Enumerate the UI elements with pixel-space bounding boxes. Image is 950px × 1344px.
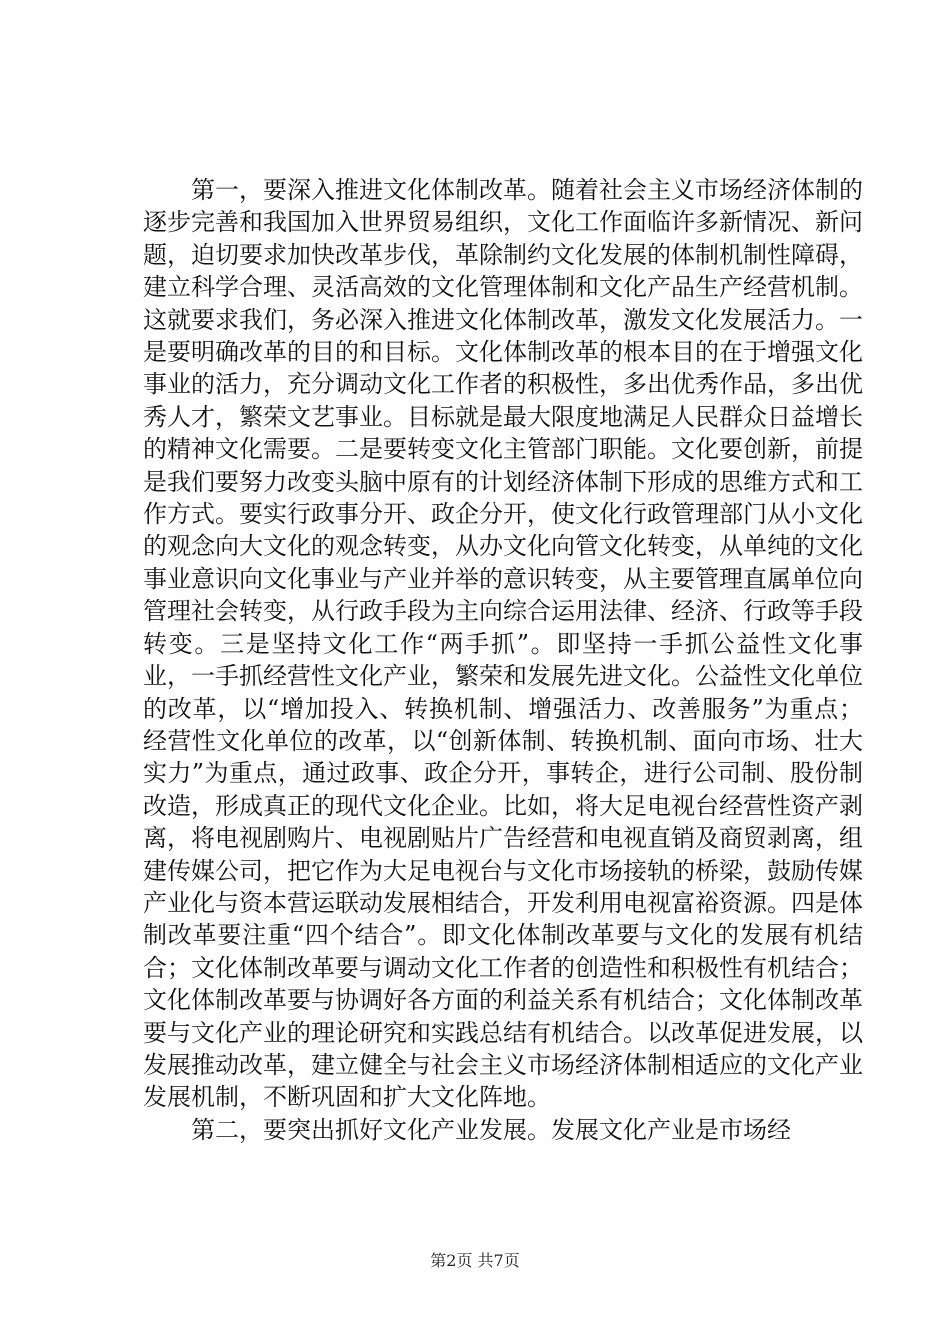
body-paragraph-2: 第二，要突出抓好文化产业发展。发展文化产业是市场经 — [191, 1115, 791, 1144]
body-paragraph-1: 第一，要深入推进文化体制改革。随着社会主义市场经济体制的逐步完善和我国加入世界贸易组织，文化工作面临许多新情况、新问题，迫切要求加快改革步伐，革除制约文化发展的体制机制性障碍，建立科学合理、灵活高效的文化管理体制和文化产品生产经营机制。这就要求我们，务必深入推进文化体制改革，激发文化发展活力。一是要明确改革的目的和目标。文化体制改革的根本目的在于增强文化事业的活力，充分调动文化工作者的积极性，多出优秀作品，多出优秀人才，繁荣文艺事业。目标就是最大限度地满足人民群众日益增长的精神文化需要。二是要转变文化主管部门职能。文化要创新，前提是我们要努力改变头脑中原有的计划经济体制下形成的思维方式和工作方式。要实行政事分开、政企分开，使文化行政管理部门从小文化的观念向大文化的观念转变，从办文化向管文化转变，从单纯的文化事业意识向文化事业与产业并举的意识转变，从主要管理直属单位向管理社会转变，从行政手段为主向综合运用法律、经济、行政等手段转变。三是坚持文化工作“两手抓”。即坚持一手抓公益性文化事业，一手抓经营性文化产业，繁荣和发展先进文化。公益性文化单位的改革，以“增加投入、转换机制、增强活力、改善服务”为重点；经营性文化单位的改革，以“创新体制、转换机制、面向市场、壮大实力”为重点，通过政事、政企分开，事转企，进行公司制、股份制改造，形成真正的现代文化企业。比如，将大足电视台经营性资产剥离，将电视剧购片、电视剧贴片广告经营和电视直销及商贸剥离，组建传媒公司，把它作为大足电视台与文化市场接轨的桥梁，鼓励传媒产业化与资本营运联动发展相结合，开发利用电视富裕资源。四是体制改革要注重“四个结合”。即文化体制改革要与文化的发展有机结合；文化体制改革要与调动文化工作者的创造性和积极性有机结合；文化体制改革要与协调好各方面的利益关系有机结合；文化体制改革要与文化产业的理论研究和实践总结有机结合。以改革促进发展，以发展推动改革，建立健全与社会主义市场经济体制相适应的文化产业发展机制，不断巩固和扩大文化阵地。 — [143, 176, 863, 1112]
page-number-footer: 第2页 共7页 — [430, 1251, 520, 1270]
document-body — [143, 174, 863, 1146]
